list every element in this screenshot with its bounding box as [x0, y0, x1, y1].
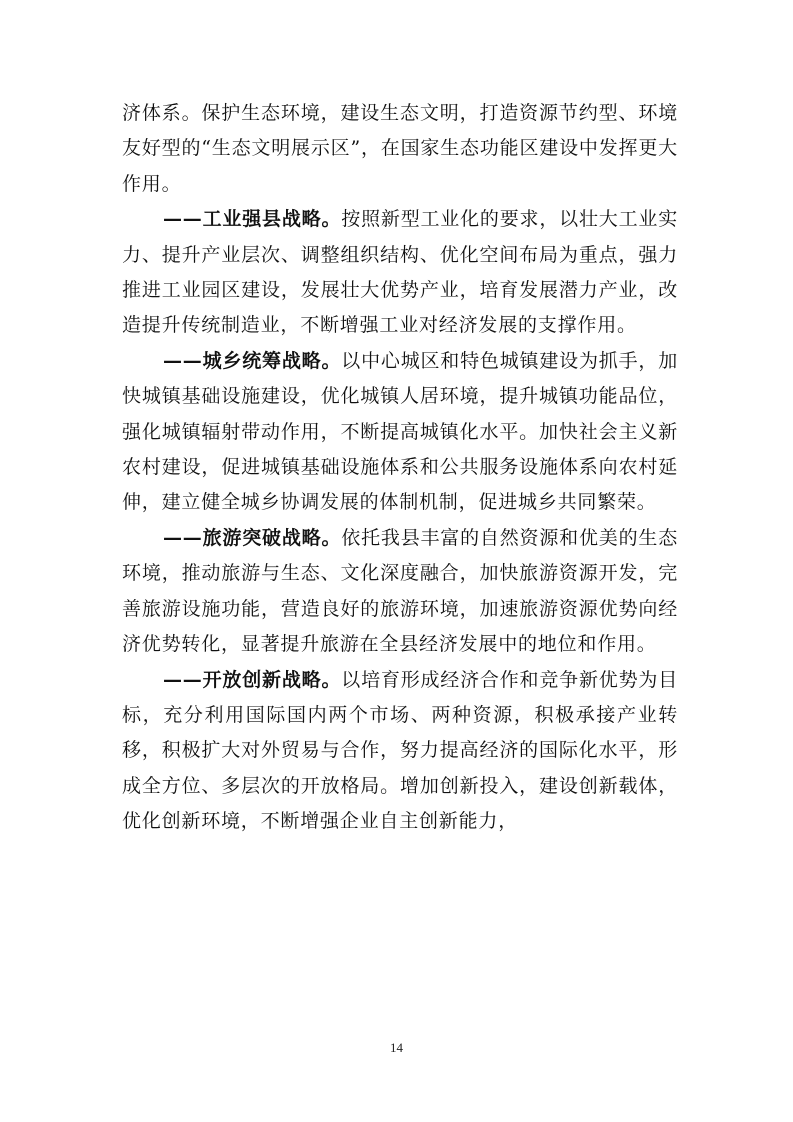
paragraph-tourism-strategy — [122, 521, 678, 663]
body-text — [122, 96, 678, 840]
paragraph-continuation — [122, 96, 678, 202]
strategy-heading: ——开放创新战略。 — [163, 668, 342, 691]
page-number: 14 — [390, 1040, 403, 1055]
paragraph-text: 以中心城区和特色城镇建设为抓手，加快城镇基础设施建设，优化城镇人居环境，提升城镇功能品位，强化城镇辐射带动作用，不断提高城镇化水平。加快社会主义新农村建设，促进城镇基础设施体系和公共服务设施体系向农村延伸，建立健全城乡协调发展的体制机制，促进城乡共同繁荣。 — [122, 349, 678, 514]
paragraph-urban-rural-strategy — [122, 344, 678, 521]
paragraph-industrial-strategy — [122, 202, 678, 344]
paragraph-text: 以培育形成经济合作和竞争新优势为目标，充分利用国际国内两个市场、两种资源，积极承接产业转移，积极扩大对外贸易与合作，努力提高经济的国际化水平，形成全方位、多层次的开放格局。增加创新投入，建设创新载体，优化创新环境，不断增强企业自主创新能力， — [122, 668, 678, 833]
strategy-heading: ——旅游突破战略。 — [163, 526, 342, 549]
paragraph-text: 依托我县丰富的自然资源和优美的生态环境，推动旅游与生态、文化深度融合，加快旅游资源开发，完善旅游设施功能，营造良好的旅游环境，加速旅游资源优势向经济优势转化，显著提升旅游在全县经济发展中的地位和作用。 — [122, 526, 678, 656]
paragraph-opening-innovation-strategy — [122, 663, 678, 840]
paragraph-text: 济体系。保护生态环境，建设生态文明，打造资源节约型、环境友好型的“生态文明展示区”，在国家生态功能区建设中发挥更大作用。 — [122, 102, 678, 195]
strategy-heading: ——城乡统筹战略。 — [163, 349, 342, 372]
paragraph-text: 按照新型工业化的要求，以壮大工业实力、提升产业层次、调整组织结构、优化空间布局为重点，强力推进工业园区建设，发展壮大优势产业，培育发展潜力产业，改造提升传统制造业，不断增强工业对经济发展的支撑作用。 — [122, 208, 678, 337]
strategy-heading: ——工业强县战略。 — [163, 208, 342, 231]
